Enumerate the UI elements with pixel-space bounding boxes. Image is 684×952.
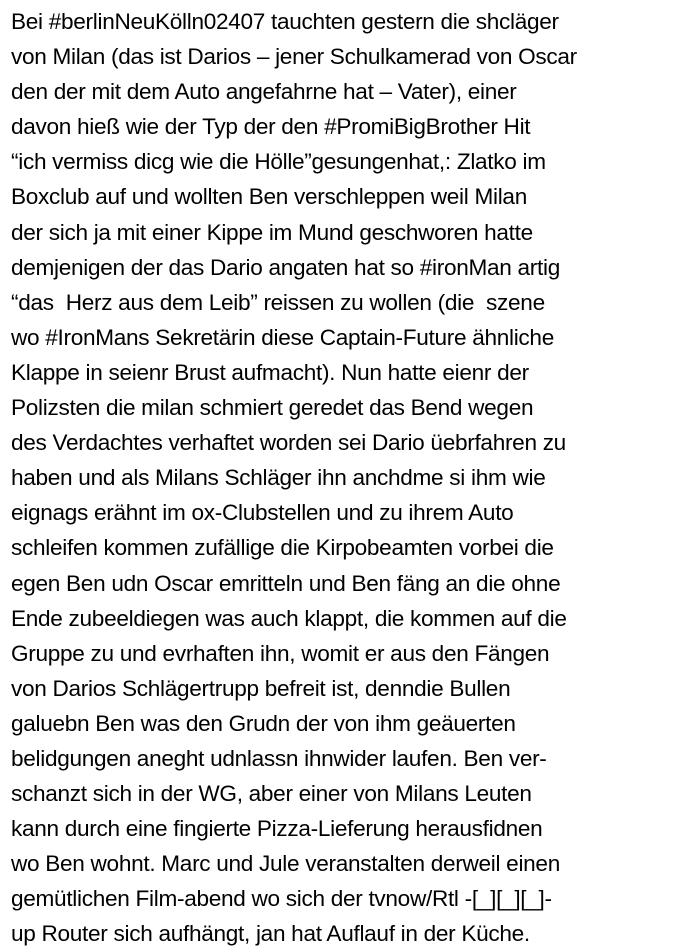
text-line: davon hieß wie der Typ der den #PromiBigBrother Hit bbox=[11, 114, 531, 140]
text-line: schleifen kommen zufällige die Kirpobeamten vorbei die bbox=[11, 535, 554, 561]
text-line: eignags erähnt im ox-Clubstellen und zu ihrem Auto bbox=[11, 500, 514, 526]
text-line: Ende zubeeldiegen was auch klappt, die kommen auf die bbox=[11, 605, 567, 631]
text-line: galuebn Ben was den Grudn der von ihm geäuerten bbox=[11, 710, 516, 736]
text-line: den der mit dem Auto angefahrne hat – Vater), einer bbox=[11, 79, 517, 105]
body-text bbox=[11, 4, 681, 952]
text-line: wo Ben wohnt. Marc und Jule veranstalten derweil einen bbox=[11, 851, 560, 877]
text-line: Gruppe zu und evrhaften ihn, womit er aus den Fängen bbox=[11, 640, 550, 666]
text-line: “das Herz aus dem Leib” reissen zu wollen (die szene bbox=[11, 289, 545, 315]
text-line: “ich vermiss dicg wie die Hölle”gesungenhat,: Zlatko im bbox=[11, 149, 546, 175]
text-line: up Router sich aufhängt, jan hat Auflauf in der Küche. bbox=[11, 921, 530, 947]
text-line: schanzt sich in der WG, aber einer von Milans Leuten bbox=[11, 781, 532, 807]
text-line: Bei #berlinNeuKölln02407 tauchten gestern die shcläger bbox=[11, 9, 559, 34]
text-line: gemütlichen Film-abend wo sich der tvnow/Rtl -[_][_][_]- bbox=[11, 886, 552, 912]
text-line: kann durch eine fingierte Pizza-Lieferung herausfidnen bbox=[11, 816, 543, 842]
text-line: Klappe in seienr Brust aufmacht). Nun hatte eienr der bbox=[11, 359, 529, 385]
text-line: wo #IronMans Sekretärin diese Captain-Future ähnliche bbox=[11, 324, 554, 350]
text-line: von Darios Schlägertrupp befreit ist, denndie Bullen bbox=[11, 675, 511, 701]
text-line: egen Ben udn Oscar emritteln und Ben fäng an die ohne bbox=[11, 570, 561, 596]
text-line: belidgungen aneght udnlassn ihnwider laufen. Ben ver- bbox=[11, 745, 547, 771]
text-line: haben und als Milans Schläger ihn anchdme si ihm wie bbox=[11, 465, 546, 491]
text-line: von Milan (das ist Darios – jener Schulkamerad von Oscar bbox=[11, 44, 577, 70]
text-line: demjenigen der das Dario angaten hat so #ironMan artig bbox=[11, 254, 560, 280]
text-line: Boxclub auf und wollten Ben verschleppen weil Milan bbox=[11, 184, 527, 210]
text-line: der sich ja mit einer Kippe im Mund geschworen hatte bbox=[11, 219, 533, 245]
text-line: des Verdachtes verhaftet worden sei Dario üebrfahren zu bbox=[11, 430, 566, 456]
text-line: Polizsten die milan schmiert geredet das Bend wegen bbox=[11, 395, 534, 421]
